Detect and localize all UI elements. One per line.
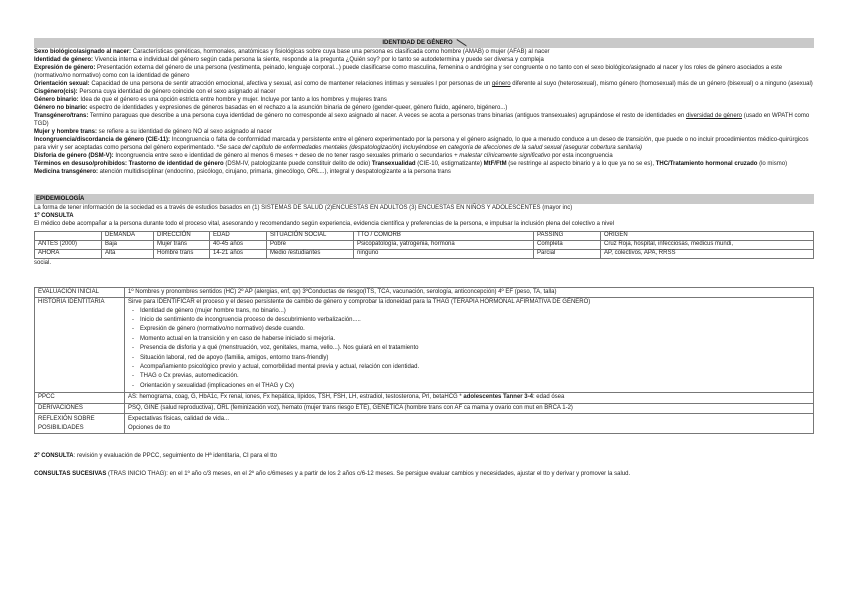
- trailing-text: social.: [34, 259, 52, 266]
- table-cell: AP, colectivos, APA, RRSS: [601, 249, 814, 258]
- table-header-cell: SITUACIÓN SOCIAL: [267, 232, 354, 241]
- definition-italic: Se saca del capítulo de enfermedades mentales (despatologización) incluyéndose en categoría de afecciones de la salud sexual (asegurar cobertura sanitaria): [219, 145, 643, 151]
- definition-deprecated-terms: [34, 160, 814, 168]
- row-label: EVALUACIÓN INICIAL: [35, 287, 125, 298]
- table-cell: Hombre trans: [154, 249, 210, 258]
- table-row: [35, 287, 814, 298]
- list-item: - Presencia de disforia y a qué (menstruación, voz, genitales, mama, vello...). Nos guiará en el tratamiento: [142, 344, 810, 353]
- definition-term: Género binario:: [34, 97, 79, 103]
- row-label: [35, 414, 125, 434]
- definition-dysphoria: [34, 152, 814, 160]
- definition-incongruence: [34, 136, 814, 152]
- definition-underlined: diversidad de género: [685, 113, 743, 119]
- row-label-line: REFLEXIÓN SOBRE: [38, 416, 95, 423]
- row-content: 1º Nombres y pronombres sentidos (HC) 2º AP (alergias, enf, qx) 3ºConductas de riesgo(ITS, TCA, vacunación, serología, anticoncepción) 4º EF (peso, TA, talla): [125, 287, 814, 298]
- definition-term: Disforia de género (DSM-V):: [34, 153, 114, 159]
- first-visit-label: 1º CONSULTA: [34, 213, 74, 219]
- table-cell: Pobre: [267, 240, 354, 249]
- definition-term: Cisgénero(cis):: [34, 89, 78, 95]
- definition-term: Transgénero/trans:: [34, 113, 89, 119]
- definition-gender-identity: [34, 56, 814, 64]
- first-visit-heading: [34, 212, 814, 220]
- successive-visits-text: (TRAS INICIO THAG): en el 1º año c/3 meses, en el 2º año c/6meses y a partir de los 2 años c/6-12 meses. Se persigue evaluar cambios y necesidades, ajustar el tto y derivar y promover la salud.: [106, 471, 631, 478]
- row-label: PPCC: [35, 393, 125, 404]
- second-visit: [34, 452, 814, 460]
- definition-text: (usado en WPATH como TGD): [34, 113, 810, 127]
- definition-text: espectro de identidades y expresiones de géneros basadas en el rechazo a la asunción binaria de género (gender-queer, género fluido, agénero, bigénero...): [87, 105, 508, 111]
- table-cell: AHORA: [35, 249, 102, 258]
- definition-text: por esta incongruencia: [550, 153, 613, 159]
- row-content: PSQ, GINE (salud reproductiva), ORL (feminización voz), hemato (mujer trans riesgo ETE), GENÉTICA (hombre trans con AF ca mama y ovario con mut en BRCA 1-2): [125, 403, 814, 414]
- definition-sexual-orientation: [34, 80, 814, 88]
- definition-text: (se restringe al aspecto binario y a lo que ya no se es),: [506, 161, 656, 167]
- spacer: [34, 434, 814, 452]
- row-content: [125, 298, 814, 393]
- pencil-icon: [456, 41, 468, 45]
- definition-term: Incongruencia/discordancia de género (CIE-11):: [34, 137, 171, 143]
- history-list: [128, 307, 810, 392]
- second-visit-label: 2º CONSULTA: [34, 453, 74, 460]
- row-content-line: Expectativas físicas, calidad de vida...: [128, 416, 230, 423]
- list-item: - Situación laboral, red de apoyo (familia, amigos, entorno trans-friendly): [142, 354, 810, 363]
- list-item: - Identidad de género (mujer hombre trans, no binario...): [142, 307, 810, 316]
- table-header-cell: [35, 232, 102, 241]
- identity-section-title: IDENTIDAD DE GÉNERO: [382, 40, 453, 46]
- definition-term: Sexo biológico/asignado al nacer:: [34, 49, 132, 55]
- row-label-line: POSIBILIDADES: [38, 424, 84, 431]
- definition-binary-gender: [34, 96, 814, 104]
- definition-text: Presentación externa del género de una persona (vestimenta, peinado, lenguaje corporal...) puede clasificarse como masculina, femenina o andrógina y ser congruente o no tanto con el sexo biológico/asignado al nacer y los roles de género asociados a este (normativo/no normativo) como con la identidad de género: [34, 65, 783, 79]
- table-row: [35, 403, 814, 414]
- definition-text: Capacidad de una persona de sentir atracción emocional, afectiva y sexual, así como de mantener relaciones íntimas y sexuales l por personas de un: [89, 81, 492, 87]
- table-cell: 14-21 años: [210, 249, 267, 258]
- document-page: [34, 38, 814, 478]
- definition-text: Incongruencia o falta de conformidad marcada y persistente entre el género experimentado por la persona y el género asignado, lo que a menudo conduce a un deseo de: [170, 137, 626, 143]
- definition-text: (DSM-IV, patologizante puede constituir delito de odio): [223, 161, 372, 167]
- identity-section-header: [34, 38, 814, 48]
- epidemiology-section-header: [34, 194, 814, 204]
- first-visit-text: El médico debe acompañar a la persona durante todo el proceso vital, asesorando y recomendando según experiencia, evidencia científica y preferencias de la persona, e impulsar la inclusión plena del colectivo a nivel: [34, 221, 615, 227]
- spacer: [34, 176, 814, 194]
- table-cell: Medio /estudiantes: [267, 249, 354, 258]
- table-header-cell: PASSING: [534, 232, 601, 241]
- list-item: - Expresión de género (normativo/no normativo) desde cuando.: [142, 325, 810, 334]
- definition-term: MtF/FtM: [483, 161, 507, 167]
- definition-text: Vivencia interna e individual del género según cada persona la siente, responde a la pregunta ¿Quién soy? por lo tanto se autodetermina y puede ser diversa y compleja: [93, 57, 544, 63]
- definition-text: , que puede o no incluir procedimientos médico-quirúrgicos para vivir y ser aceptadas como persona del género experimentado. *: [34, 137, 809, 151]
- definition-term: Identidad de género:: [34, 57, 94, 63]
- definition-text: se refiere a su identidad de género NO al sexo asignado al nacer: [97, 129, 272, 135]
- table-row: [35, 298, 814, 393]
- definition-text: (lo mismo): [757, 161, 788, 167]
- list-item: - THAG o Cx previas, automedicación.: [142, 372, 810, 381]
- epidemiology-section-title: EPIDEMIOLOGÍA: [36, 196, 85, 202]
- definition-term: Transexualidad: [371, 161, 416, 167]
- history-intro: Sirve para IDENTIFICAR el proceso y el deseo persistente de cambio de género y comprobar la idoneidad para la THAG (TERAPIA HORMONAL AFIRMATIVA DE GÉNERO): [128, 299, 591, 305]
- row-text: : edad ósea: [532, 394, 565, 401]
- table-cell: Cruz Roja, hospital, infecciosas, medicus mundi,: [601, 240, 814, 249]
- table-cell: ninguno: [354, 249, 534, 258]
- definition-cisgender: [34, 88, 814, 96]
- definition-term: Medicina transgénero:: [34, 169, 99, 175]
- definition-term: THC/Tratamiento hormonal cruzado: [655, 161, 758, 167]
- table-header-cell: DEMANDA: [102, 232, 154, 241]
- definition-text: Termino paraguas que describe a una persona cuya identidad de género no corresponde al sexo asignado al nacer. A veces se acota a personas trans binarias (antiguos transexuales) agrupándose el resto de identidades en: [88, 113, 686, 119]
- definition-text: Idea de que el género es una opción estricta entre hombre y mujer. Incluye por tanto a los hombres y mujeres trans: [78, 97, 387, 103]
- spacer: [34, 460, 814, 470]
- row-label: HISTORIA IDENTITARIA: [35, 298, 125, 393]
- definition-trans-medicine: [34, 168, 814, 176]
- definition-text: Persona cuya identidad de género coincide con el sexo asignado al nacer: [77, 89, 276, 95]
- successive-visits: [34, 470, 814, 478]
- epidemiology-table: [34, 231, 814, 259]
- table-header-cell: TTO / COMORB: [354, 232, 534, 241]
- row-label: DERIVACIONES: [35, 403, 125, 414]
- definition-text: (CIE-10, estigmatizante): [415, 161, 484, 167]
- definition-term: Mujer y hombre trans:: [34, 129, 98, 135]
- table-header-cell: ORIGEN: [601, 232, 814, 241]
- table-cell: Completa: [534, 240, 601, 249]
- definition-non-binary: [34, 104, 814, 112]
- definition-term: Términos en desuso/prohibidos: Trastorno de identidad de género: [34, 161, 224, 167]
- list-item: - Acompañamiento psicológico previo y actual, comorbilidad mental previa y actual, relación con identidad.: [142, 363, 810, 372]
- list-item: - Momento actual en la transición y en caso de haberse iniciado si mejoría.: [142, 335, 810, 344]
- row-content-line: Opciones de tto: [128, 424, 171, 431]
- definition-text: Incongruencia entre sexo e identidad de género al menos 6 meses + deseo de no tener rasgo sexuales primario o secundarios +: [113, 153, 460, 159]
- definition-text: Características genéticas, hormonales, anatómicas y fisiológicas sobre cuya base una persona es clasificada como hombre (AMAB) o mujer (AFAB) al nacer: [131, 49, 550, 55]
- row-text: AS: hemograma, coag, G, HbA1c, Fx renal, iones, Fx hepática, lípidos, TSH, FSH, LH, estradiol, testosterona, Prl, betaHCG *: [128, 394, 464, 401]
- definition-transgender: [34, 112, 814, 128]
- table-header-cell: EDAD: [210, 232, 267, 241]
- list-item: - Orientación y sexualidad (implicaciones en el THAG y Cx): [142, 382, 810, 391]
- row-bold-text: adolescentes Tanner 3-4: [463, 394, 533, 401]
- row-content: [125, 393, 814, 404]
- table-header-cell: DIRECCIÓN: [154, 232, 210, 241]
- definition-sex: [34, 48, 814, 56]
- definition-term: Género no binario:: [34, 105, 88, 111]
- row-content: [125, 414, 814, 434]
- table-cell: Mujer trans: [154, 240, 210, 249]
- table-cell: Parcial: [534, 249, 601, 258]
- table-row: [35, 249, 814, 258]
- definition-underlined: género: [491, 81, 511, 87]
- definition-italic: transición: [625, 137, 652, 143]
- table-row: [35, 240, 814, 249]
- epidemiology-sources: La forma de tener información de la sociedad es a través de estudios basados en (1) SISTEMAS DE SALUD (2)ENCUESTAS EN ADULTOS (3) ENCUESTAS EN NIÑOS Y ADOLESCENTES (mayor inc): [34, 205, 573, 211]
- table-cell: 40-45 años: [210, 240, 267, 249]
- table-row: [35, 393, 814, 404]
- definition-gender-expression: [34, 64, 814, 80]
- second-visit-text: : revisión y evaluación de PPCC, seguimiento de Hª identitaria, CI para el tto: [73, 453, 277, 460]
- definition-term: Orientación sexual:: [34, 81, 90, 87]
- evaluation-table: [34, 287, 814, 435]
- spacer: [34, 267, 814, 287]
- definition-text: diferente al suyo (heterosexual), mismo género (homosexual) más de un género (bisexual) o a ninguno (asexual): [510, 81, 813, 87]
- table-cell: Baja: [102, 240, 154, 249]
- table-cell: Psicopatología, yatrogenia, hormona: [354, 240, 534, 249]
- definition-term: Expresión de género:: [34, 65, 96, 71]
- table-cell: ANTES (2000): [35, 240, 102, 249]
- definition-italic: malestar clínicamente significativo: [459, 153, 551, 159]
- table-cell: Alta: [102, 249, 154, 258]
- table-row: [35, 414, 814, 434]
- table-header-row: [35, 232, 814, 241]
- successive-visits-label: CONSULTAS SUCESIVAS: [34, 471, 107, 478]
- definition-trans-man-woman: [34, 128, 814, 136]
- definition-text: atención multidisciplinar (endocrino, psicólogo, cirujano, primaria, ginecólogo, ORL...), integral y despatologizante a la persona trans: [98, 169, 451, 175]
- list-item: - Inicio de sentimiento de incongruencia proceso de descubrimiento verbalización.....: [142, 316, 810, 325]
- identity-definitions: [34, 48, 814, 176]
